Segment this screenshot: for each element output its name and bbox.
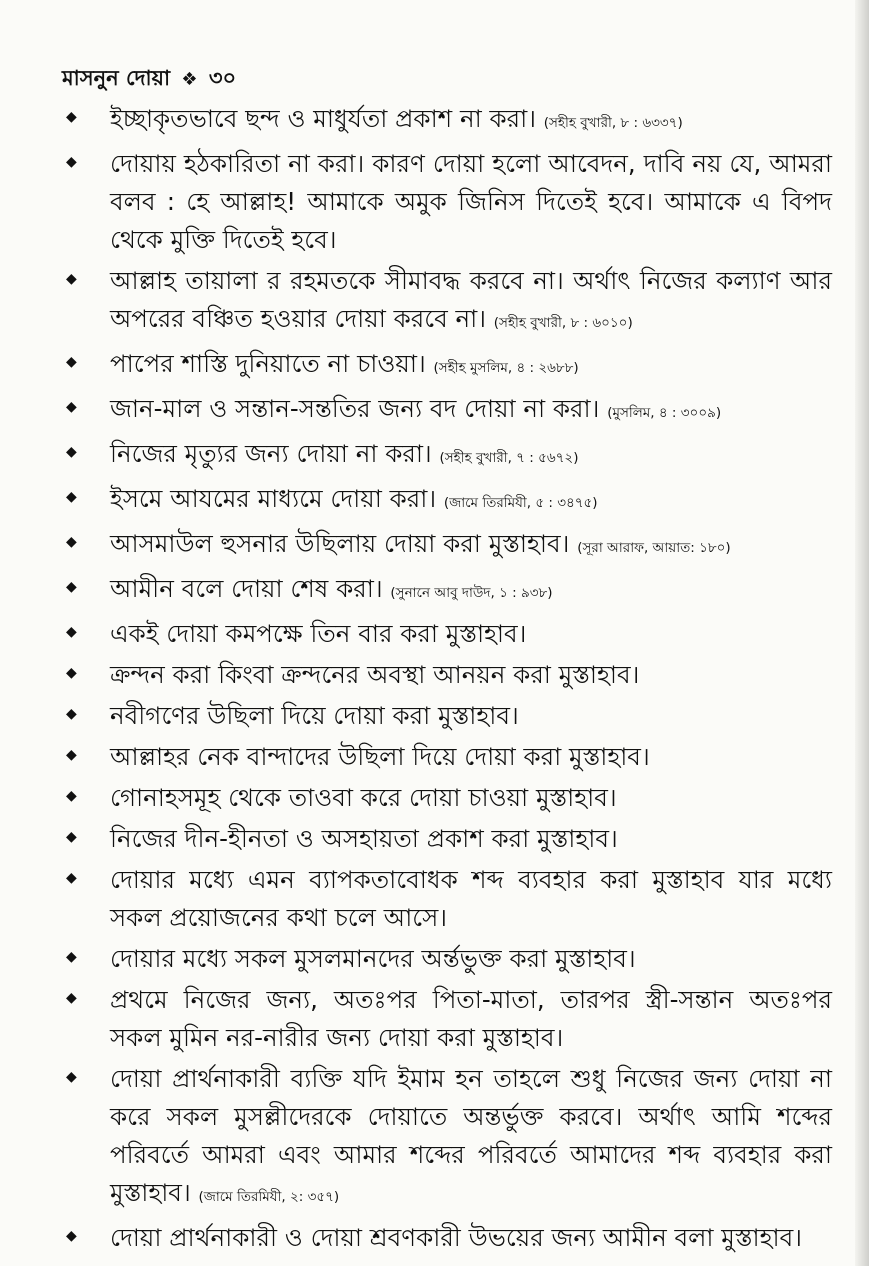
bullet-icon: ◆ <box>66 109 77 125</box>
item-text: আল্লাহ তায়ালা র রহমতকে সীমাবদ্ধ করবে না। অর্থাৎ নিজের কল্যাণ আর অপরের বঞ্চিত হওয়ার দোয়া করবে না। <box>110 266 832 333</box>
list-item <box>62 390 832 432</box>
item-text: আমীন বলে দোয়া শেষ করা। <box>110 574 383 603</box>
item-text: পাপের শাস্তি দুনিয়াতে না চাওয়া। <box>110 349 426 378</box>
item-text: ইচ্ছাকৃতভাবে ছন্দ ও মাধুর্যতা প্রকাশ না করা। <box>110 104 536 133</box>
item-text: দোয়ার মধ্যে সকল মুসলমানদের অর্ন্তভুক্ত করা মুস্তাহাব। <box>110 944 636 973</box>
item-text: দোয়া প্রার্থনাকারী ও দোয়া শ্রবণকারী উভয়ের জন্য আমীন বলা মুস্তাহাব। <box>110 1223 802 1252</box>
page-number: ৩০ <box>208 66 237 90</box>
item-text: নিজের মৃত্যুর জন্য দোয়া না করা। <box>110 439 432 468</box>
bullet-icon: ◆ <box>66 990 77 1006</box>
list-item <box>62 435 832 477</box>
bullet-icon: ◆ <box>66 949 77 965</box>
item-text: আসমাউল হুসনার উছিলায় দোয়া করা মুস্তাহাব। <box>110 529 570 558</box>
item-text: গোনাহসমূহ থেকে তাওবা করে দোয়া চাওয়া মুস্তাহাব। <box>110 783 617 812</box>
list-item <box>62 940 832 978</box>
bullet-icon: ◆ <box>66 1069 77 1085</box>
item-text: দোয়া প্রার্থনাকারী ব্যক্তি যদি ইমাম হন তাহলে শুধু নিজের জন্য দোয়া না করে সকল মুসল্লীদেরকে দোয়াতে অন্তর্ভুক্ত করবে। অর্থাৎ আমি শব্দের পরিবর্তে আমরা এবং আমার শব্দের পরিবর্তে আমাদের শব্দ ব্যবহার করা মুস্তাহাব। <box>110 1064 832 1207</box>
reference: (সহীহ বুখারী, ৭ : ৫৬৭২) <box>439 450 579 466</box>
list-item <box>62 981 832 1057</box>
reference: (সহীহ মুসলিম, ৪ : ২৬৮৮) <box>433 360 579 376</box>
page-edge-shadow <box>855 0 869 1266</box>
etiquette-list <box>62 100 832 1260</box>
bullet-icon: ◆ <box>66 489 77 505</box>
item-text: দোয়ার মধ্যে এমন ব্যাপকতাবোধক শব্দ ব্যবহার করা মুস্তাহাব যার মধ্যে সকল প্রয়োজনের কথা চলে আসে। <box>110 865 832 932</box>
list-item <box>62 738 832 776</box>
bullet-icon: ◆ <box>66 271 77 287</box>
bullet-icon: ◆ <box>66 354 77 370</box>
item-text: জান-মাল ও সন্তান-সন্ততির জন্য বদ দোয়া না করা। <box>110 394 600 423</box>
list-item <box>62 345 832 387</box>
reference: (সহীহ বুখারী, ৮ : ৬৩৩৭) <box>543 115 683 131</box>
bullet-icon: ◆ <box>66 706 77 722</box>
bullet-icon: ◆ <box>66 444 77 460</box>
book-title: মাসনুন দোয়া <box>62 66 171 90</box>
item-text: একই দোয়া কমপক্ষে তিন বার করা মুস্তাহাব। <box>110 619 527 648</box>
reference: (জামে তিরমিযী, ৫ : ৩৪৭৫) <box>443 495 598 511</box>
item-text: ইসমে আযমের মাধ্যমে দোয়া করা। <box>110 484 437 513</box>
list-item <box>62 697 832 735</box>
bullet-icon: ◆ <box>66 154 77 170</box>
item-text: ক্রন্দন করা কিংবা ক্রন্দনের অবস্থা আনয়ন করা মুস্তাহাব। <box>110 660 640 689</box>
bullet-icon: ◆ <box>66 624 77 640</box>
list-item <box>62 1219 832 1257</box>
list-item <box>62 861 832 937</box>
list-item <box>62 100 832 142</box>
bullet-icon: ◆ <box>66 747 77 763</box>
list-item <box>62 656 832 694</box>
bullet-icon: ◆ <box>66 870 77 886</box>
item-text: দোয়ায় হঠকারিতা না করা। কারণ দোয়া হলো আবেদন, দাবি নয় যে, আমরা বলব : হে আল্লাহ! আমাকে অমুক জিনিস দিতেই হবে। আমাকে এ বিপদ থেকে মুক্তি দিতেই হবে। <box>110 149 832 254</box>
list-item <box>62 1060 832 1216</box>
reference: (সূরা আরাফ, আয়াত: ১৮০) <box>577 540 731 556</box>
reference: (জামে তিরমিযী, ২: ৩৫৭) <box>198 1189 340 1205</box>
reference: (সুনানে আবু দাউদ, ১ : ৯৩৮) <box>390 585 553 601</box>
ornament-icon: ❖ <box>181 69 198 90</box>
bullet-icon: ◆ <box>66 579 77 595</box>
reference: (সহীহ বুখারী, ৮ : ৬০১০) <box>493 315 633 331</box>
page-header <box>62 62 236 97</box>
bullet-icon: ◆ <box>66 788 77 804</box>
bullet-icon: ◆ <box>66 1228 77 1244</box>
bullet-icon: ◆ <box>66 534 77 550</box>
list-item <box>62 480 832 522</box>
list-item <box>62 145 832 259</box>
item-text: নিজের দীন-হীনতা ও অসহায়তা প্রকাশ করা মুস্তাহাব। <box>110 824 618 853</box>
list-item <box>62 615 832 653</box>
item-text: প্রথমে নিজের জন্য, অতঃপর পিতা-মাতা, তারপর স্ত্রী-সন্তান অতঃপর সকল মুমিন নর-নারীর জন্য দোয়া করা মুস্তাহাব। <box>110 985 832 1052</box>
list-item <box>62 525 832 567</box>
list-item <box>62 820 832 858</box>
list-item <box>62 570 832 612</box>
bullet-icon: ◆ <box>66 829 77 845</box>
list-item <box>62 262 832 342</box>
reference: (মুসলিম, ৪ : ৩০০৯) <box>607 405 722 421</box>
bullet-icon: ◆ <box>66 665 77 681</box>
list-item <box>62 779 832 817</box>
bullet-icon: ◆ <box>66 399 77 415</box>
item-text: আল্লাহর নেক বান্দাদের উছিলা দিয়ে দোয়া করা মুস্তাহাব। <box>110 742 650 771</box>
item-text: নবীগণের উছিলা দিয়ে দোয়া করা মুস্তাহাব। <box>110 701 519 730</box>
